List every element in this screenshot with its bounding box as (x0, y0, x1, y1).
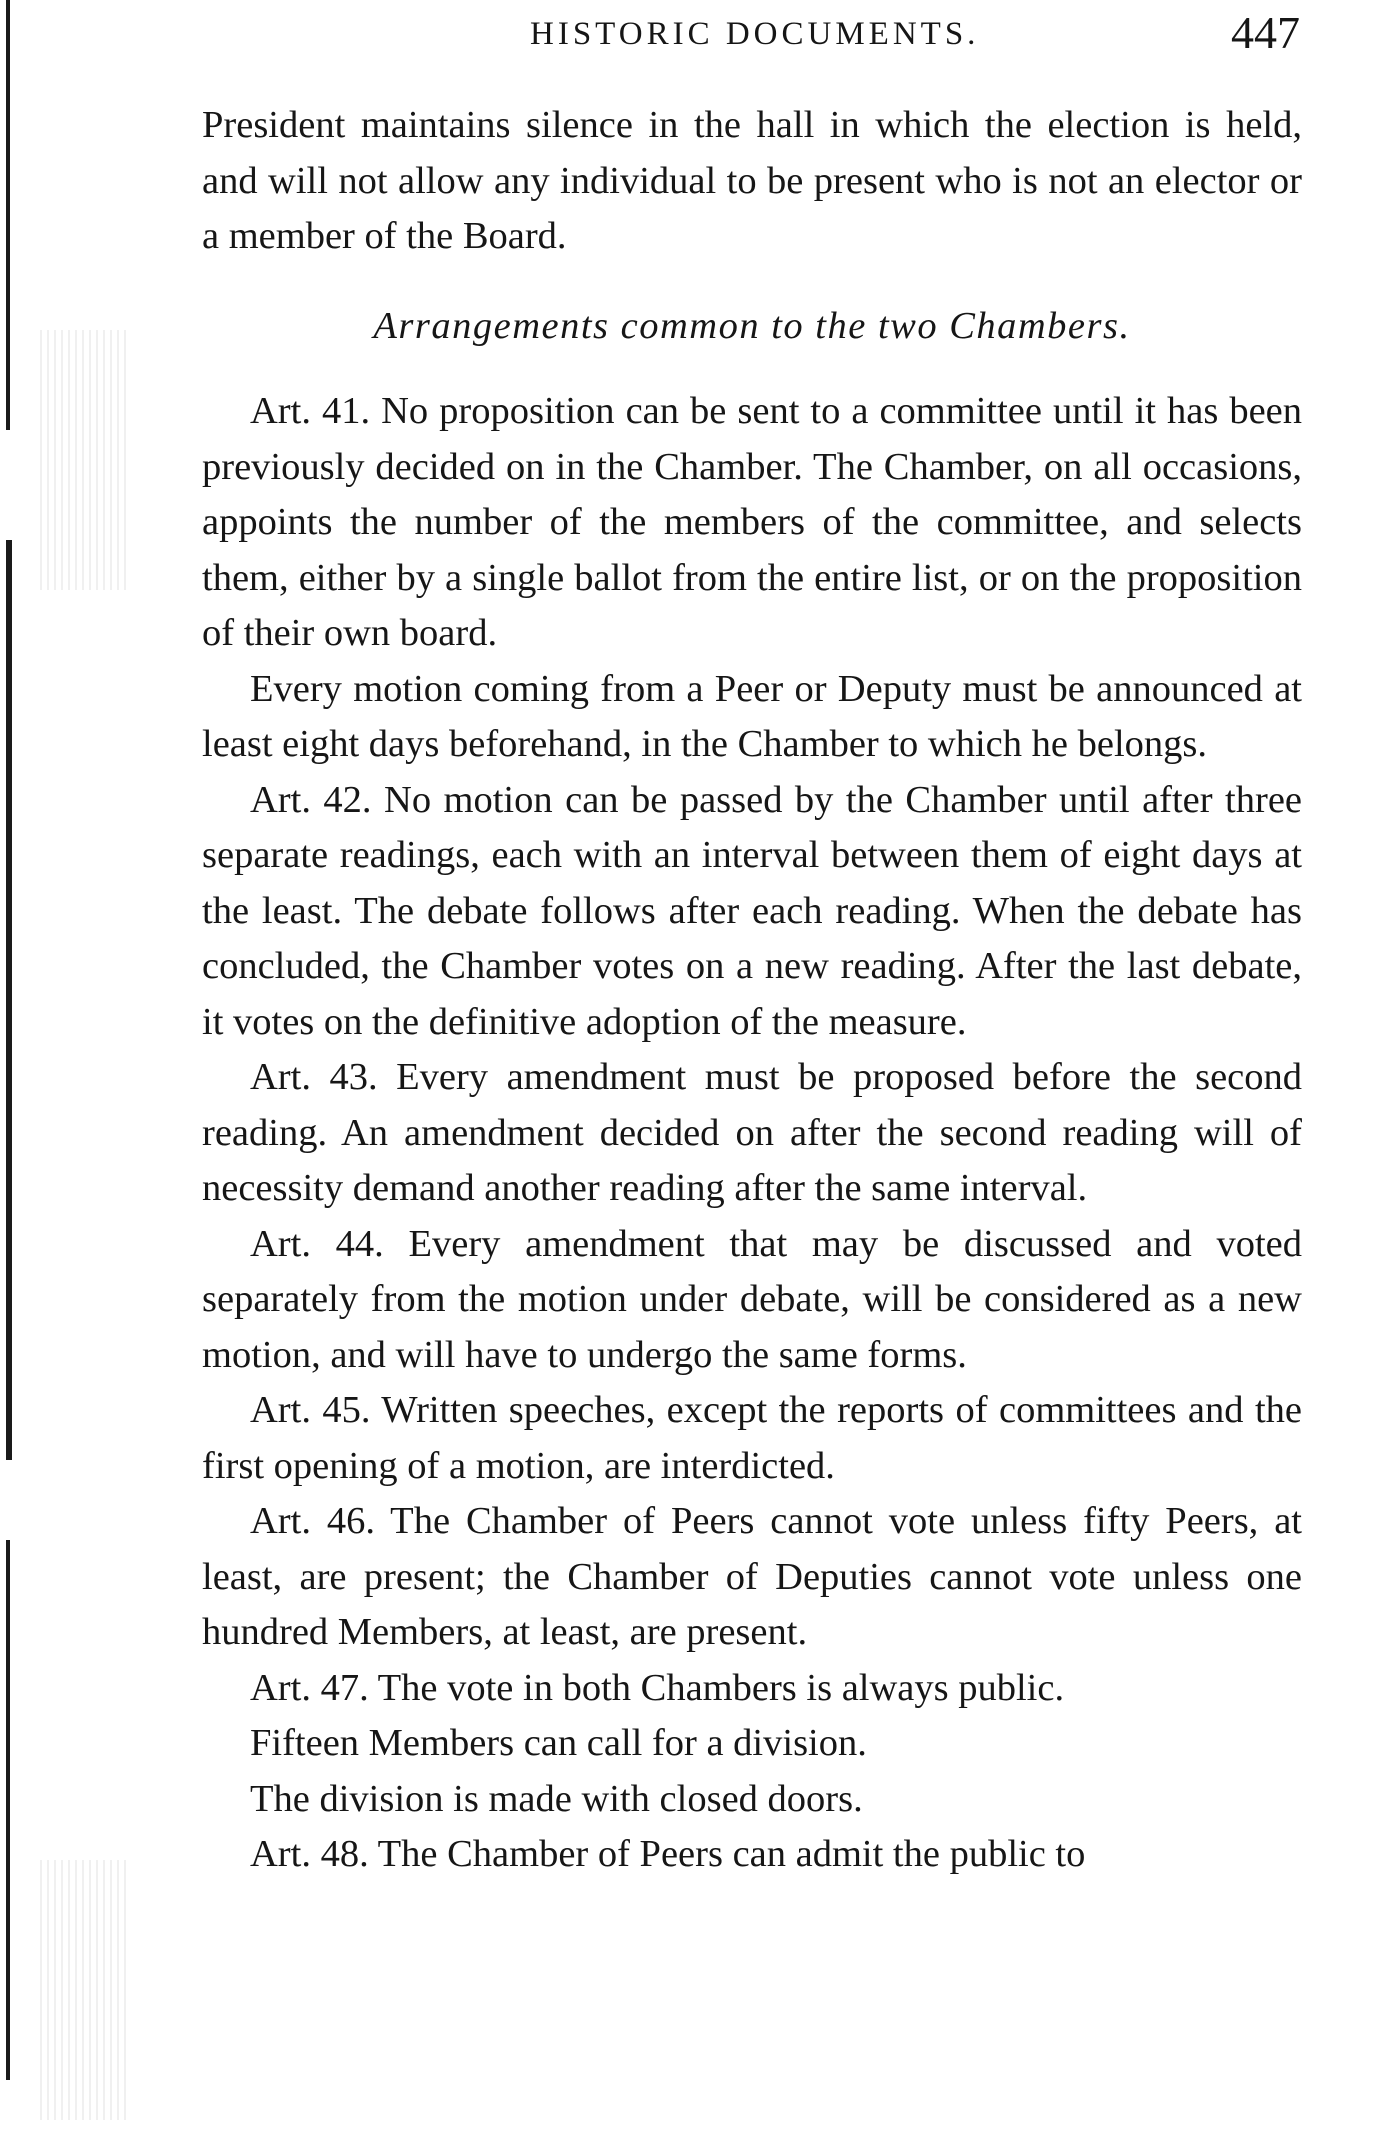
paragraph-art-46: Art. 46. The Chamber of Peers cannot vote unless fifty Peers, at least, are present; the Chamber of Deputies cannot vote unless one hundred Members, at least, are present. (202, 1500, 1302, 1653)
paragraph-art-44: Art. 44. Every amendment that may be discussed and voted separately from the motion under debate, will be considered as a new motion, and will have to undergo the same forms. (202, 1222, 1302, 1376)
running-title: HISTORIC DOCUMENTS. (530, 16, 980, 52)
paragraph-art-47: Art. 47. The vote in both Chambers is always public. (250, 1666, 1065, 1709)
page-number: 447 (1231, 7, 1300, 58)
scan-noise (40, 1860, 130, 2120)
running-head (200, 6, 1300, 66)
paragraph-art-48: Art. 48. The Chamber of Peers can admit the public to (250, 1833, 1086, 1875)
binding-edge-shadow (6, 540, 12, 1460)
section-heading: Arrangements common to the two Chambers. (373, 304, 1131, 347)
body-text (202, 98, 1302, 1883)
binding-edge-shadow (6, 1540, 10, 2080)
paragraph-art-41: Art. 41. No proposition can be sent to a committee until it has been previously decided on in the Chamber. The Chamber, on all occasions, appoints the number of the members of the committee, and selects them, either by a single ballot from the entire list, or on the proposition of their own board. (202, 390, 1302, 654)
binding-edge-shadow (6, 0, 10, 430)
paragraph-art-43: Art. 43. Every amendment must be proposed before the second reading. An amendment decided on after the second reading will of necessity demand another reading after the same interval. (202, 1056, 1302, 1209)
opening-paragraph: President maintains silence in the hall in which the election is held, and will not allow any individual to be present who is not an elector or a member of the Board. (202, 104, 1302, 257)
paragraph-division-closed: The division is made with closed doors. (250, 1777, 863, 1820)
paragraph-division-call: Fifteen Members can call for a division. (250, 1722, 867, 1764)
paragraph-art-42: Art. 42. No motion can be passed by the Chamber until after three separate readings, each with an interval between them of eight days at the least. The debate follows after each reading. When the debate has concluded, the Chamber votes on a new reading. After the last debate, it votes on the definitive adoption of the measure. (202, 778, 1302, 1043)
paragraph-art-45: Art. 45. Written speeches, except the reports of committees and the first opening of a motion, are interdicted. (202, 1389, 1302, 1487)
paragraph-motion-notice: Every motion coming from a Peer or Deputy must be announced at least eight days beforehand, in the Chamber to which he belongs. (202, 667, 1302, 765)
scan-noise (40, 330, 130, 590)
